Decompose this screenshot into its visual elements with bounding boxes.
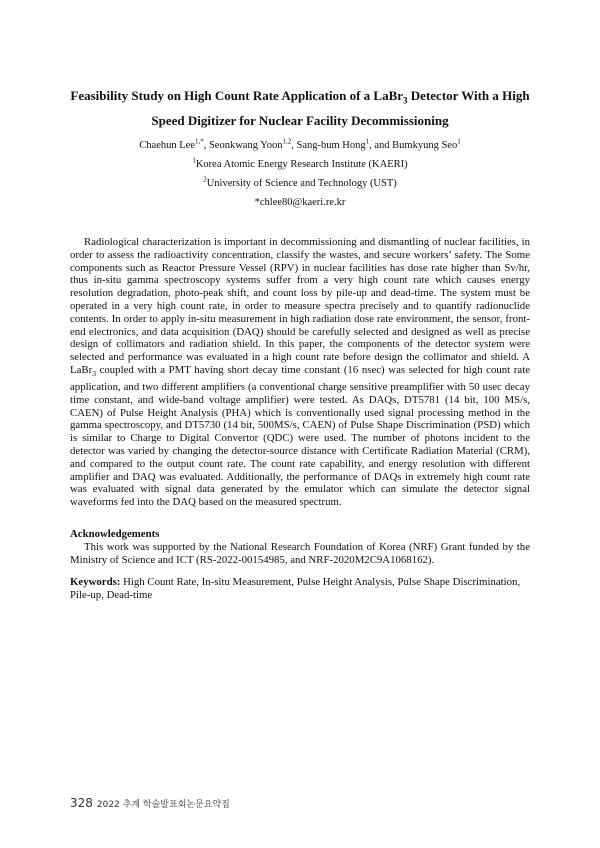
abstract-paragraph: [70, 236, 530, 509]
author-separator: , and: [369, 140, 393, 151]
abstract-part-1: Radiological characterization is important in decommissioning and dismantling of nuclear facilities, in order to assess the radioactivity concentration, classify the wastes, and secure workers’ safety. The Some components such as Reactor Pressure Vessel (RPV) in nuclear facilities has dose rate higher than Sv/hr, thus in-situ gamma spectroscopy systems suffer from a very high count rate which causes energy resolution degradation, photo-peak shift, and count loss by pile-up and dead-time. The system must be operated in a very high count rate, in order to measure spectra precisely and to quantify radionuclide contents. In order to apply in-situ measurement in high radiation dose rate environment, the sensor, front-end electronics, and data acquisition (DAQ) should be carefully selected and designed as well as precise design of collimators and radiation shield. In this paper, the components of the detector system were selected and performance was evaluated in a high count rate before design the collimator and shield. A LaBr: [70, 236, 530, 376]
affiliation-text: University of Science and Technology (UST): [206, 178, 397, 189]
proceedings-title: 2022 추계 학술발표회논문요약집: [96, 800, 230, 810]
author-affiliation-mark: 1: [365, 137, 370, 146]
author-separator: ,: [203, 140, 209, 151]
affiliation-mark: 1: [192, 156, 196, 165]
author-name: Chaehun Lee: [139, 140, 195, 151]
title-subscript: 3: [403, 95, 408, 106]
abstract-part-2: coupled with a PMT having short decay time constant (16 nsec) was selected for high count rate application, and two different amplifiers (a conventional charge sensitive preamplifier with 50 usec decay time constant, and wide-band voltage amplifier) were tested. As DAQs, DT5781 (14 bit, 100 MS/s, CAEN) of Pulse Height Analysis (PHA) which is conventionally used signal processing method in the gamma spectroscopy, and DT5730 (14 bit, 500MS/s, CAEN) of Pulse Shape Discrimination (PSD) which is similar to Charge to Digital Convertor (QDC) were used. The number of photons incident to the detector was varied by changing the detector-source distance with Certificate Radiation Material (CRM), and compared to the output count rate. The count rate capability, and energy resolution with different amplifier and DAQ was evaluated. Additionally, the performance of DAQs in extremely high count rate was evaluated with signal data generated by the emulator which can simulate the detector signal waveforms fed into the DAQ based on the measured spectrum.: [70, 363, 530, 509]
author-affiliation-mark: 1: [457, 137, 461, 146]
author-name: Sang-bum Hong: [296, 140, 366, 151]
paper-title: [60, 86, 540, 131]
affiliation-text: Korea Atomic Energy Research Institute (KAERI): [195, 159, 408, 170]
affiliation: [60, 177, 540, 191]
keywords-text: High Count Rate, In-situ Measurement, Pulse Height Analysis, Pulse Shape Discrimination, Pile-up, Dead-time: [70, 576, 521, 601]
author-separator: ,: [291, 140, 297, 151]
acknowledgements-heading: Acknowledgements: [70, 528, 160, 540]
corresponding-email[interactable]: *chlee80@kaeri.re.kr: [254, 197, 346, 208]
author-affiliation-mark: 1,*: [194, 137, 204, 146]
acknowledgements-text: This work was supported by the National Research Foundation of Korea (NRF) Grant funded by the Ministry of Science and ICT (RS-2022-00154985, and NRF-2020M2C9A1068162).: [70, 541, 530, 566]
abstract-subscript: 3: [92, 369, 96, 379]
author-list: [60, 139, 540, 153]
author-name: Seonkwang Yoon: [208, 140, 283, 151]
keywords-line: [70, 576, 530, 602]
author-name: Bumkyung Seo: [392, 140, 458, 151]
page-footer: [70, 792, 230, 811]
title-part-1: Feasibility Study on High Count Rate Application of a LaBr: [70, 88, 404, 103]
title-part-2: Detector With a High Speed Digitizer for Nuclear Facility Decommissioning: [151, 88, 530, 128]
affiliation-mark: 2: [203, 175, 207, 184]
affiliation: [60, 158, 540, 172]
page-number: 328: [70, 796, 93, 810]
author-affiliation-mark: 1,2: [282, 137, 292, 146]
keywords-label: Keywords:: [70, 576, 121, 588]
